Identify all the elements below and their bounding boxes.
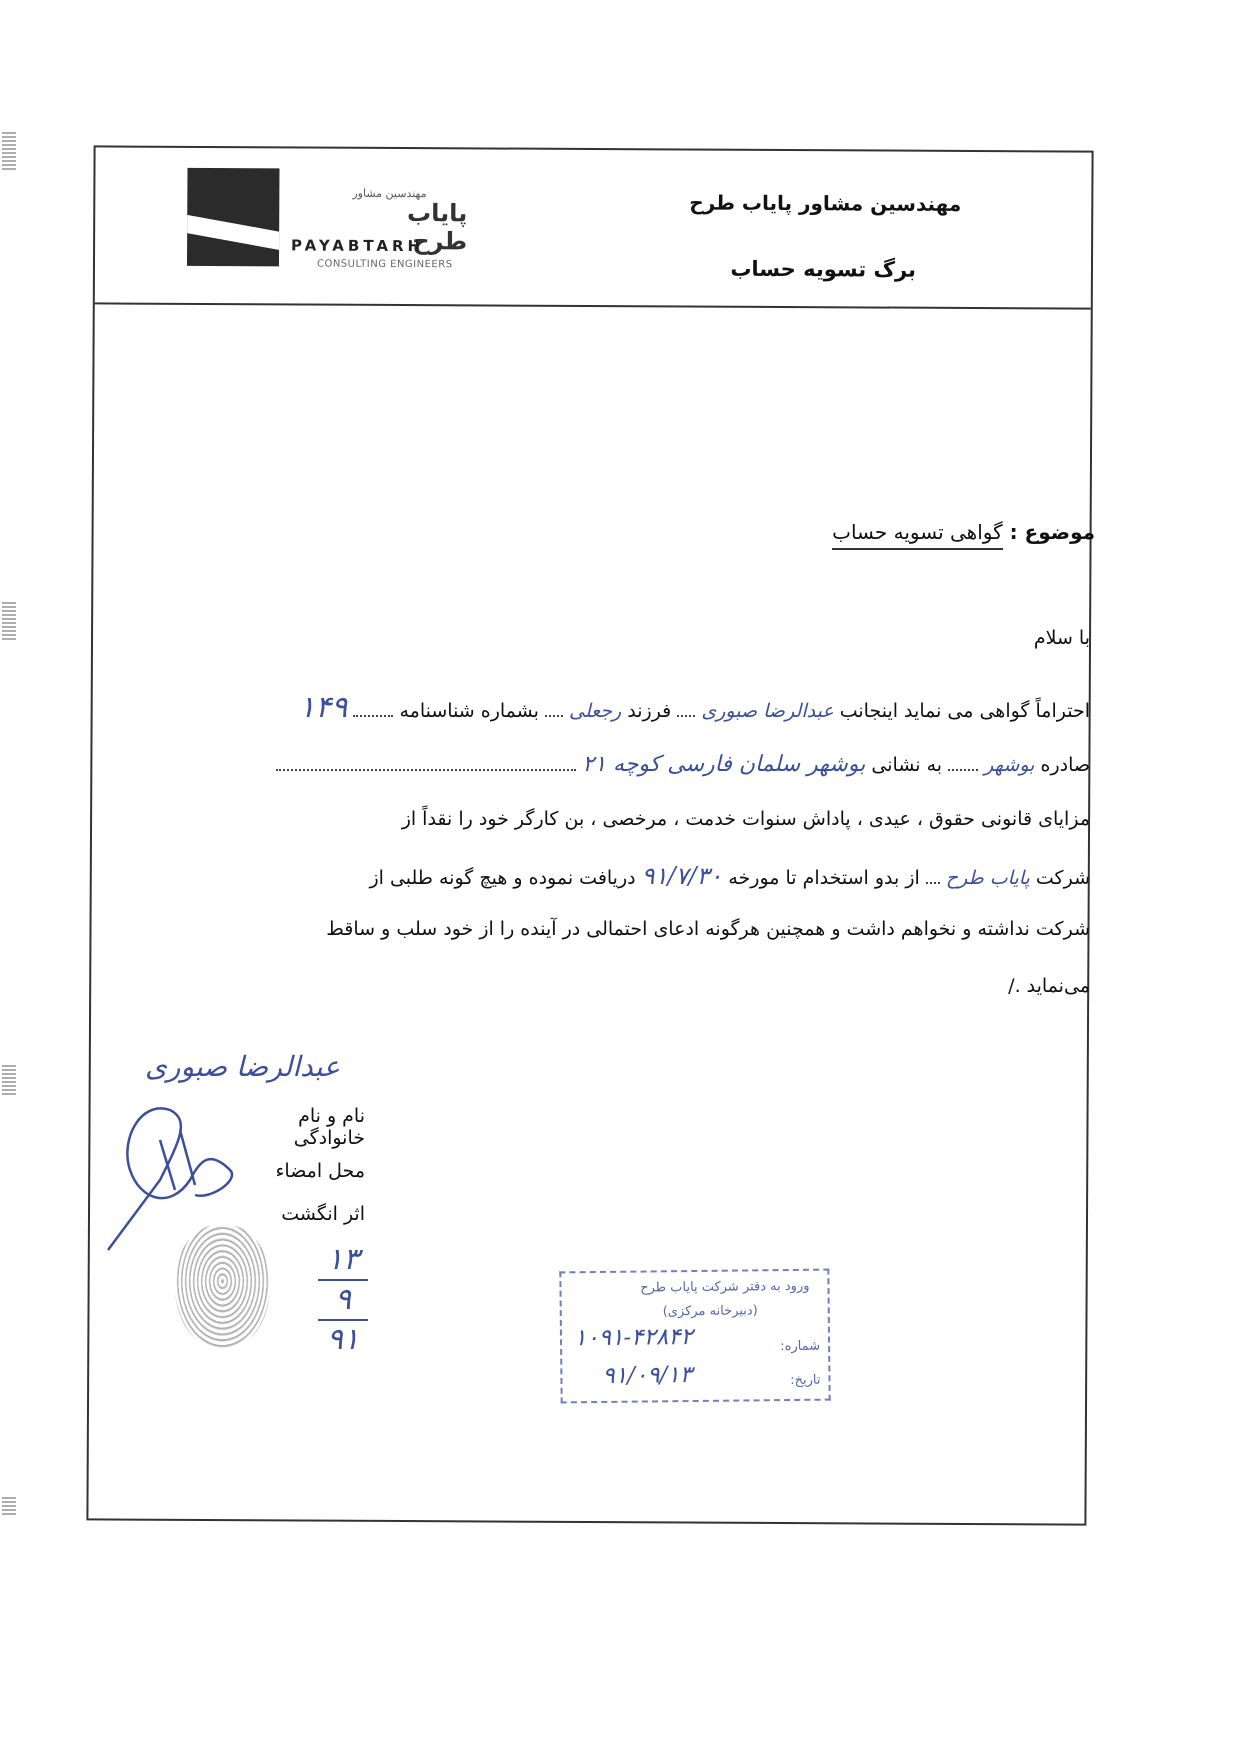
dotted-field bbox=[677, 701, 695, 717]
dotted-field bbox=[926, 868, 940, 884]
body-line-1 bbox=[190, 690, 1090, 725]
scan-artifact bbox=[2, 1065, 16, 1095]
body-line-3: مزایای قانونی حقوق ، عیدی ، پاداش سنوات خدمت ، مرخصی ، بن کارگر خود را نقداً از bbox=[401, 808, 1090, 830]
body-text: صادره bbox=[1040, 754, 1090, 776]
body-text: دریافت نموده و هیچ گونه طلبی از bbox=[369, 867, 636, 889]
handwritten-father-name: رجعلی bbox=[569, 700, 622, 722]
handwritten-end-date: ۹۱/۷/۳۰ bbox=[641, 862, 723, 890]
form-title: برگ تسویه حساب bbox=[730, 256, 917, 282]
body-text: از بدو استخدام تا مورخه bbox=[728, 867, 920, 889]
body-line-4 bbox=[190, 862, 1090, 890]
dotted-field bbox=[948, 755, 978, 771]
body-line-5: شرکت نداشته و نخواهم داشت و همچنین هرگونه ادعای احتمالی در آینده را از خود سلب و ساقط bbox=[326, 918, 1090, 940]
body-line-6: می‌نماید ./ bbox=[1008, 975, 1090, 997]
logo-mark-icon bbox=[187, 168, 280, 266]
stamp-number-label: شماره: bbox=[780, 1338, 821, 1355]
body-text: شرکت bbox=[1035, 867, 1090, 889]
handwritten-date bbox=[318, 1242, 368, 1357]
header-divider bbox=[95, 302, 1091, 309]
dotted-field bbox=[276, 755, 576, 771]
logo-subtitle-fa: مهندسین مشاور bbox=[352, 186, 427, 201]
handwritten-company: پایاب طرح bbox=[945, 867, 1030, 889]
body-text: به نشانی bbox=[871, 754, 943, 776]
date-day: ۱۳ bbox=[326, 1242, 360, 1277]
scan-artifact bbox=[2, 130, 16, 170]
date-month: ۹ bbox=[334, 1282, 352, 1317]
fingerprint-label: اثر انگشت bbox=[281, 1203, 365, 1225]
stamp-date-value: ۹۱/۰۹/۱۳ bbox=[602, 1362, 693, 1389]
handwritten-signature-name: عبدالرضا صبوری bbox=[145, 1050, 340, 1083]
name-label: نام و نام خانوادگی bbox=[293, 1105, 365, 1149]
body-text: فرزند bbox=[627, 700, 672, 722]
logo-subtitle-en: CONSULTING ENGINEERS bbox=[316, 258, 453, 271]
body-text: بشماره شناسنامه bbox=[399, 700, 539, 722]
company-logo bbox=[187, 168, 468, 279]
handwritten-name: عبدالرضا صبوری bbox=[701, 700, 834, 722]
stamp-number-value: ۱۰۹۱-۴۲۸۴۲ bbox=[573, 1324, 694, 1352]
company-name: مهندسین مشاور پایاب طرح bbox=[689, 190, 962, 216]
body-text: احتراماً گواهی می نماید اینجانب bbox=[839, 700, 1090, 722]
stamp-title: ورود به دفتر شرکت پایاب طرح bbox=[640, 1278, 810, 1296]
handwritten-address: بوشهر سلمان فارسی کوچه ۲۱ bbox=[582, 752, 866, 777]
handwritten-id-number: ۱۴۹ bbox=[299, 690, 348, 725]
subject-line bbox=[832, 520, 1095, 544]
stamp-subtitle: (دبیرخانه مرکزی) bbox=[662, 1303, 758, 1320]
scan-artifact bbox=[2, 600, 16, 640]
signature-place-label: محل امضاء bbox=[275, 1160, 365, 1182]
scan-artifact bbox=[2, 1495, 16, 1515]
dotted-field bbox=[353, 701, 393, 717]
subject-value: گواهی تسویه حساب bbox=[832, 520, 1003, 550]
dotted-field bbox=[545, 701, 563, 717]
date-year: ۹۱ bbox=[326, 1322, 360, 1357]
registration-stamp bbox=[559, 1269, 830, 1404]
logo-title-en: PAYABTARH bbox=[291, 236, 425, 256]
stamp-date-label: تاریخ: bbox=[790, 1372, 821, 1389]
body-line-2 bbox=[190, 752, 1090, 777]
subject-label: موضوع : bbox=[1002, 520, 1095, 544]
fingerprint-icon bbox=[175, 1225, 270, 1350]
handwritten-issue-place: بوشهر bbox=[984, 754, 1035, 776]
greeting: با سلام bbox=[1033, 627, 1090, 649]
logo-title-fa: پایاب طرح bbox=[407, 199, 468, 256]
